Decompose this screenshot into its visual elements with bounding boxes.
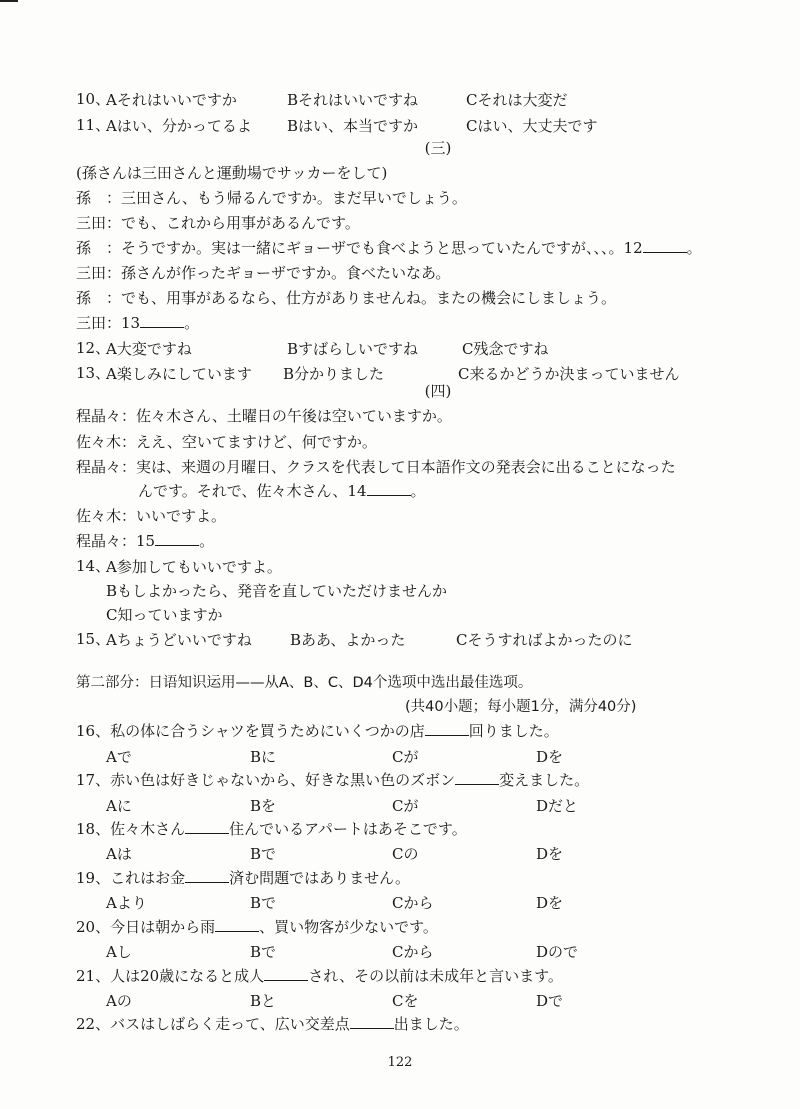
section-4-heading: (四) — [424, 382, 452, 400]
stem-after: 出ました。 — [393, 1015, 469, 1033]
q10-option-a: Aそれはいいですか — [106, 91, 237, 109]
answer-blank-19 — [185, 869, 229, 883]
answer-blank-17 — [455, 771, 499, 785]
stem-before: バスはしばらく走って、広い交差点 — [110, 1015, 350, 1033]
stem-after: 、買い物客が少ないです。 — [259, 918, 438, 936]
answer-blank-21 — [264, 967, 308, 981]
stem-before: これはお金 — [110, 869, 186, 887]
stem-after: され、その以前は未成年と言います。 — [308, 967, 563, 985]
dialog-line — [76, 238, 702, 258]
stem-before: 赤い色は好きじゃないから、好きな黒い色のズボン — [110, 771, 456, 789]
dialog-line — [76, 406, 452, 426]
question-num: 19、 — [76, 869, 111, 887]
question-15-num: 15、 — [76, 630, 111, 648]
q18-option-d: Dを — [536, 845, 564, 863]
q14-option-c: C知っていますか — [106, 606, 223, 624]
scan-edge-mark — [0, 0, 18, 2]
sentence-end: 。 — [686, 239, 702, 257]
answer-blank-16 — [425, 722, 469, 736]
utterance: 佐々木さん、土曜日の午後は空いていますか。 — [136, 407, 452, 425]
q11-option-b: Bはい、本当ですか — [287, 117, 419, 135]
answer-blank-20 — [215, 918, 259, 932]
answer-blank-18 — [185, 820, 229, 834]
stem-after: 回りました。 — [468, 722, 559, 740]
utterance: 15 — [136, 532, 156, 550]
utterance: ええ、空いてますけど、何ですか。 — [136, 433, 377, 451]
speaker: 程晶々： — [76, 458, 137, 476]
question-num: 22、 — [76, 1015, 111, 1033]
speaker: 三田： — [76, 214, 122, 232]
dialog-line — [76, 213, 360, 233]
dialog-line — [76, 288, 616, 308]
q15-option-a: Aちょうどいいですね — [106, 631, 252, 649]
q12-option-c: C残念ですね — [462, 340, 549, 358]
q17-option-c: Cが — [392, 797, 419, 815]
question-21 — [76, 966, 563, 986]
section-3-heading: (三) — [424, 139, 452, 157]
stem-before: 今日は朝から雨 — [110, 918, 216, 936]
dialog-line — [76, 188, 467, 208]
section-3-scene: (孫さんは三田さんと運動場でサッカーをして) — [76, 164, 388, 182]
speaker: 孫 ： — [76, 189, 122, 207]
utterance: 13 — [121, 314, 141, 332]
q21-option-b: Bと — [250, 992, 277, 1010]
utterance: 実は、来週の月曜日、クラスを代表して日本語作文の発表会に出ることになった — [136, 458, 676, 476]
answer-blank-12 — [643, 239, 687, 253]
q17-option-b: Bを — [250, 797, 277, 815]
stem-after: 済む問題ではありません。 — [229, 869, 411, 887]
q20-option-c: Cから — [392, 943, 434, 961]
question-num: 17、 — [76, 771, 111, 789]
question-10-num: 10、 — [76, 90, 111, 108]
q20-option-a: Aし — [106, 943, 132, 961]
q14-option-b: Bもしよかったら、発音を直していただけませんか — [106, 582, 448, 600]
answer-blank-15 — [155, 532, 199, 546]
question-12-num: 12、 — [76, 339, 111, 357]
question-13-num: 13、 — [76, 364, 111, 382]
q10-option-b: Bそれはいいですね — [287, 91, 419, 109]
q21-option-a: Aの — [106, 992, 132, 1010]
speaker: 佐々木： — [76, 433, 137, 451]
dialog-line-continuation — [138, 481, 426, 501]
question-num: 16、 — [76, 722, 111, 740]
q18-option-b: Bで — [250, 845, 277, 863]
question-17 — [76, 770, 589, 790]
stem-after: 住んでいるアパートはあそこです。 — [229, 820, 467, 838]
dialog-line — [76, 506, 226, 526]
q18-option-c: Cの — [392, 845, 419, 863]
q21-option-d: Dで — [536, 992, 564, 1010]
q19-option-b: Bで — [250, 894, 277, 912]
speaker: 三田： — [76, 264, 122, 282]
question-num: 18、 — [76, 820, 111, 838]
utterance: 三田さん、もう帰るんですか。まだ早いでしょう。 — [121, 189, 467, 207]
utterance: いいですよ。 — [136, 507, 227, 525]
stem-after: 変えました。 — [499, 771, 590, 789]
speaker: 孫 ： — [76, 239, 122, 257]
q11-option-c: Cはい、大丈夫です — [466, 117, 598, 135]
speaker: 佐々木： — [76, 507, 137, 525]
q16-option-a: Aで — [106, 748, 132, 766]
q15-option-b: Bああ、よかった — [290, 631, 406, 649]
dialog-line — [76, 457, 676, 477]
question-22 — [76, 1014, 469, 1034]
q19-option-d: Dを — [536, 894, 564, 912]
q14-option-a: A参加してもいいですよ。 — [106, 558, 282, 576]
stem-before: 佐々木さん — [110, 820, 186, 838]
stem-before: 私の体に合うシャツを買うためにいくつかの店 — [110, 722, 425, 740]
q12-option-b: Bすばらしいですね — [287, 340, 419, 358]
q11-option-a: Aはい、分かってるよ — [106, 117, 252, 135]
speaker: 三田： — [76, 314, 122, 332]
dialog-line — [76, 263, 450, 283]
question-14-num: 14、 — [76, 557, 111, 575]
utterance: でも、これから用事があるんです。 — [121, 214, 360, 232]
q10-option-c: Cそれは大変だ — [466, 91, 568, 109]
speaker: 孫 ： — [76, 289, 122, 307]
q16-option-c: Cが — [392, 748, 419, 766]
dialog-line — [76, 531, 214, 551]
answer-blank-22 — [350, 1015, 394, 1029]
speaker: 程晶々： — [76, 407, 137, 425]
stem-before: 人は20歳になると成人 — [110, 967, 265, 985]
question-18 — [76, 819, 467, 839]
q20-option-d: Dので — [536, 943, 579, 961]
q20-option-b: Bで — [250, 943, 277, 961]
answer-blank-14 — [367, 482, 411, 496]
q13-option-c: C来るかどうか決まっていません — [458, 365, 680, 383]
q13-option-b: B分かりました — [283, 365, 385, 383]
utterance: 孫さんが作ったギョーザですか。食べたいなあ。 — [121, 264, 451, 282]
q17-option-d: Dだと — [536, 797, 579, 815]
dialog-line — [76, 313, 199, 333]
part-2-title: 第二部分：日语知识运用——从A、B、C、D4个选项中选出最佳选项。 — [76, 675, 533, 691]
answer-blank-13 — [140, 314, 184, 328]
q16-option-b: Bに — [250, 748, 277, 766]
question-19 — [76, 868, 410, 888]
dialog-line — [76, 432, 377, 452]
utterance: んです。それで、佐々木さん、14 — [138, 482, 367, 500]
q15-option-c: Cそうすればよかったのに — [456, 631, 633, 649]
question-20 — [76, 917, 438, 937]
q21-option-c: Cを — [392, 992, 419, 1010]
utterance: でも、用事があるなら、仕方がありませんね。またの機会にしましょう。 — [121, 289, 617, 307]
page-number: 122 — [387, 1055, 413, 1070]
q13-option-a: A楽しみにしています — [106, 365, 252, 383]
sentence-end: 。 — [199, 532, 215, 550]
question-11-num: 11、 — [76, 116, 111, 134]
speaker: 程晶々： — [76, 532, 137, 550]
sentence-end: 。 — [410, 482, 426, 500]
q18-option-a: Aは — [106, 845, 132, 863]
q19-option-a: Aより — [106, 894, 147, 912]
part-2-scoring: (共40小题；每小题1分，满分40分) — [405, 699, 637, 715]
q19-option-c: Cから — [392, 894, 434, 912]
q12-option-a: A大変ですね — [106, 340, 192, 358]
q17-option-a: Aに — [106, 797, 132, 815]
question-num: 21、 — [76, 967, 111, 985]
question-num: 20、 — [76, 918, 111, 936]
utterance: そうですか。実は一緒にギョーザでも食べようと思っていたんですが、、、。12 — [121, 239, 643, 257]
q16-option-d: Dを — [536, 748, 564, 766]
sentence-end: 。 — [184, 314, 200, 332]
question-16 — [76, 721, 559, 741]
